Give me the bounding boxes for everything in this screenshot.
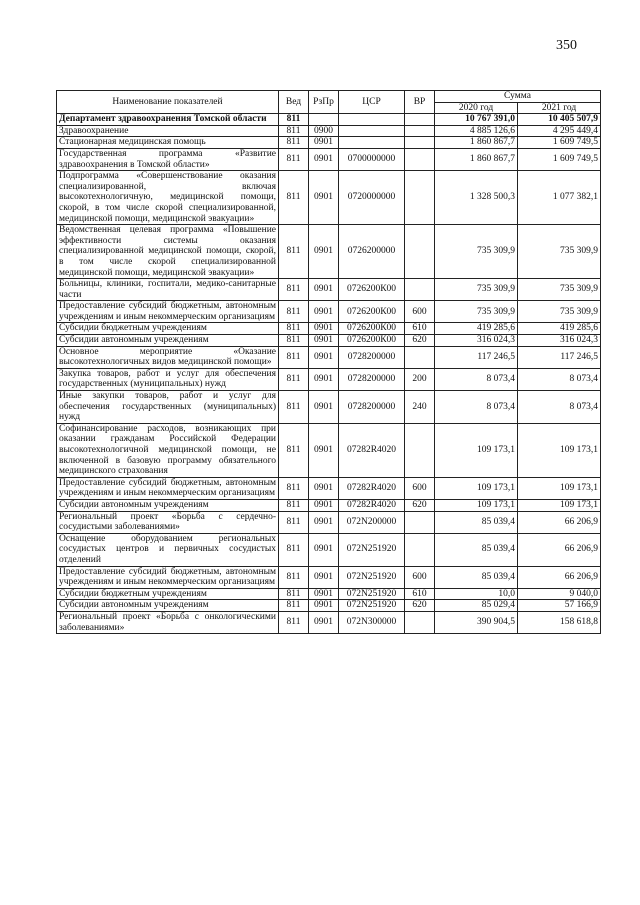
row-csr: 07282R4020	[339, 423, 405, 477]
row-vr: 240	[405, 391, 435, 424]
row-rzpr: 0901	[309, 511, 339, 533]
row-sum-2021: 1 609 749,5	[518, 148, 601, 170]
row-rzpr: 0901	[309, 346, 339, 368]
row-csr: 0726200К00	[339, 335, 405, 347]
table-row	[57, 368, 601, 390]
row-name: Предоставление субсидий бюджетным, автономным учреждениям и иным некоммерческим организациям	[57, 566, 279, 588]
row-sum-2020: 10 767 391,0	[435, 114, 518, 126]
table-row	[57, 125, 601, 137]
table-row	[57, 114, 601, 126]
row-vr	[405, 225, 435, 279]
row-sum-2021: 8 073,4	[518, 368, 601, 390]
table-row	[57, 225, 601, 279]
row-vr	[405, 423, 435, 477]
table-row	[57, 335, 601, 347]
row-name: Субсидии автономным учреждениям	[57, 335, 279, 347]
row-ved: 811	[279, 511, 309, 533]
row-rzpr: 0901	[309, 137, 339, 149]
row-csr: 0728200000	[339, 368, 405, 390]
row-sum-2020: 1 860 867,7	[435, 137, 518, 149]
row-ved: 811	[279, 225, 309, 279]
row-vr	[405, 511, 435, 533]
row-vr	[405, 125, 435, 137]
table-row	[57, 148, 601, 170]
row-vr: 610	[405, 323, 435, 335]
row-rzpr: 0901	[309, 588, 339, 600]
row-name: Государственная программа «Развитие здравоохранения в Томской области»	[57, 148, 279, 170]
row-ved: 811	[279, 171, 309, 225]
row-sum-2020: 419 285,6	[435, 323, 518, 335]
row-name: Департамент здравоохранения Томской области	[57, 114, 279, 126]
row-csr: 072N251920	[339, 533, 405, 566]
row-vr: 620	[405, 499, 435, 511]
row-ved: 811	[279, 368, 309, 390]
row-name: Оснащение оборудованием региональных сосудистых центров и первичных сосудистых отделений	[57, 533, 279, 566]
header-rzpr: РзПр	[309, 91, 339, 114]
row-csr: 0728200000	[339, 346, 405, 368]
row-ved: 811	[279, 346, 309, 368]
table-row	[57, 533, 601, 566]
row-ved: 811	[279, 323, 309, 335]
row-rzpr: 0901	[309, 148, 339, 170]
row-rzpr: 0901	[309, 499, 339, 511]
row-sum-2020: 10,0	[435, 588, 518, 600]
table-row	[57, 600, 601, 612]
row-sum-2021: 117 246,5	[518, 346, 601, 368]
header-name: Наименование показателей	[57, 91, 279, 114]
row-csr: 0726200К00	[339, 301, 405, 323]
row-ved: 811	[279, 148, 309, 170]
row-ved: 811	[279, 600, 309, 612]
budget-table	[56, 90, 601, 634]
table-row	[57, 477, 601, 499]
row-csr: 0728200000	[339, 391, 405, 424]
row-sum-2021: 57 166,9	[518, 600, 601, 612]
row-sum-2020: 109 173,1	[435, 499, 518, 511]
table-row	[57, 566, 601, 588]
row-ved: 811	[279, 566, 309, 588]
row-sum-2020: 390 904,5	[435, 611, 518, 633]
header-year-2020: 2020 год	[435, 102, 518, 114]
row-name: Региональный проект «Борьба с сердечно-сосудистыми заболеваниями»	[57, 511, 279, 533]
row-csr: 0726200000	[339, 225, 405, 279]
row-vr	[405, 279, 435, 301]
row-csr: 07282R4020	[339, 477, 405, 499]
row-rzpr: 0900	[309, 125, 339, 137]
table-row	[57, 391, 601, 424]
row-name: Больницы, клиники, госпитали, медико-санитарные части	[57, 279, 279, 301]
row-sum-2020: 85 039,4	[435, 511, 518, 533]
row-sum-2021: 1 077 382,1	[518, 171, 601, 225]
row-vr	[405, 114, 435, 126]
table-row	[57, 611, 601, 633]
table-row	[57, 499, 601, 511]
row-sum-2021: 158 618,8	[518, 611, 601, 633]
row-sum-2020: 109 173,1	[435, 423, 518, 477]
table-row	[57, 171, 601, 225]
row-sum-2020: 109 173,1	[435, 477, 518, 499]
table-row	[57, 323, 601, 335]
row-rzpr: 0901	[309, 423, 339, 477]
row-rzpr	[309, 114, 339, 126]
row-name: Субсидии автономным учреждениям	[57, 600, 279, 612]
row-sum-2021: 109 173,1	[518, 423, 601, 477]
row-csr: 072N300000	[339, 611, 405, 633]
row-name: Софинансирование расходов, возникающих при оказании гражданам Российской Федерации высокотехнологичной медицинской помощи, не включенной в базовую программу обязательного медицинского страхования	[57, 423, 279, 477]
row-ved: 811	[279, 137, 309, 149]
row-csr	[339, 114, 405, 126]
row-rzpr: 0901	[309, 600, 339, 612]
row-sum-2021: 419 285,6	[518, 323, 601, 335]
row-ved: 811	[279, 611, 309, 633]
row-ved: 811	[279, 423, 309, 477]
row-csr: 072N251920	[339, 588, 405, 600]
row-rzpr: 0901	[309, 391, 339, 424]
row-csr	[339, 137, 405, 149]
row-name: Предоставление субсидий бюджетным, автономным учреждениям и иным некоммерческим организациям	[57, 301, 279, 323]
row-name: Региональный проект «Борьба с онкологическими заболеваниями»	[57, 611, 279, 633]
row-vr	[405, 171, 435, 225]
row-rzpr: 0901	[309, 335, 339, 347]
page-number: 350	[556, 38, 577, 53]
row-sum-2020: 8 073,4	[435, 391, 518, 424]
row-sum-2021: 316 024,3	[518, 335, 601, 347]
row-rzpr: 0901	[309, 477, 339, 499]
row-ved: 811	[279, 533, 309, 566]
row-vr: 620	[405, 335, 435, 347]
row-rzpr: 0901	[309, 171, 339, 225]
row-rzpr: 0901	[309, 323, 339, 335]
table-body	[57, 114, 601, 634]
row-ved: 811	[279, 335, 309, 347]
row-sum-2020: 117 246,5	[435, 346, 518, 368]
row-sum-2020: 8 073,4	[435, 368, 518, 390]
row-sum-2020: 85 039,4	[435, 533, 518, 566]
row-sum-2021: 1 609 749,5	[518, 137, 601, 149]
table-row	[57, 423, 601, 477]
header-sum: Сумма	[435, 91, 601, 103]
row-ved: 811	[279, 114, 309, 126]
row-sum-2020: 4 885 126,6	[435, 125, 518, 137]
header-ved: Вед	[279, 91, 309, 114]
row-name: Субсидии бюджетным учреждениям	[57, 588, 279, 600]
header-vr: ВР	[405, 91, 435, 114]
row-csr: 07282R4020	[339, 499, 405, 511]
row-vr: 200	[405, 368, 435, 390]
row-sum-2021: 735 309,9	[518, 279, 601, 301]
row-rzpr: 0901	[309, 225, 339, 279]
row-sum-2021: 109 173,1	[518, 499, 601, 511]
row-csr: 072N200000	[339, 511, 405, 533]
row-ved: 811	[279, 499, 309, 511]
row-sum-2020: 735 309,9	[435, 279, 518, 301]
row-sum-2020: 1 328 500,3	[435, 171, 518, 225]
row-sum-2021: 9 040,0	[518, 588, 601, 600]
row-vr: 610	[405, 588, 435, 600]
row-ved: 811	[279, 125, 309, 137]
header-year-2021: 2021 год	[518, 102, 601, 114]
row-sum-2020: 316 024,3	[435, 335, 518, 347]
table-header	[57, 91, 601, 114]
row-sum-2020: 735 309,9	[435, 301, 518, 323]
row-sum-2021: 4 295 449,4	[518, 125, 601, 137]
header-csr: ЦСР	[339, 91, 405, 114]
row-sum-2021: 66 206,9	[518, 511, 601, 533]
table-row	[57, 346, 601, 368]
row-sum-2021: 8 073,4	[518, 391, 601, 424]
row-name: Стационарная медицинская помощь	[57, 137, 279, 149]
row-sum-2021: 66 206,9	[518, 533, 601, 566]
row-vr	[405, 346, 435, 368]
table-row	[57, 588, 601, 600]
row-csr: 072N251920	[339, 566, 405, 588]
row-vr	[405, 137, 435, 149]
row-vr: 600	[405, 301, 435, 323]
row-vr	[405, 148, 435, 170]
row-csr: 0700000000	[339, 148, 405, 170]
row-vr	[405, 611, 435, 633]
row-rzpr: 0901	[309, 566, 339, 588]
table-row	[57, 301, 601, 323]
row-csr: 0720000000	[339, 171, 405, 225]
row-csr: 0726200К00	[339, 323, 405, 335]
row-sum-2021: 735 309,9	[518, 301, 601, 323]
row-vr: 600	[405, 477, 435, 499]
row-rzpr: 0901	[309, 279, 339, 301]
row-sum-2021: 66 206,9	[518, 566, 601, 588]
row-rzpr: 0901	[309, 611, 339, 633]
row-sum-2021: 10 405 507,9	[518, 114, 601, 126]
row-name: Предоставление субсидий бюджетным, автономным учреждениям и иным некоммерческим организациям	[57, 477, 279, 499]
row-rzpr: 0901	[309, 368, 339, 390]
row-ved: 811	[279, 391, 309, 424]
row-name: Иные закупки товаров, работ и услуг для обеспечения государственных (муниципальных) нужд	[57, 391, 279, 424]
row-rzpr: 0901	[309, 301, 339, 323]
row-csr: 0726200К00	[339, 279, 405, 301]
row-name: Подпрограмма «Совершенствование оказания специализированной, включая высокотехнологичную, медицинской помощи, скорой, в том числе скорой специализированной, медицинской помощи, медицинской эвакуации»	[57, 171, 279, 225]
row-name: Основное мероприятие «Оказание высокотехнологичных видов медицинской помощи»	[57, 346, 279, 368]
row-vr: 620	[405, 600, 435, 612]
row-sum-2020: 735 309,9	[435, 225, 518, 279]
table-row	[57, 511, 601, 533]
row-sum-2021: 735 309,9	[518, 225, 601, 279]
table-row	[57, 137, 601, 149]
row-name: Субсидии автономным учреждениям	[57, 499, 279, 511]
table-row	[57, 279, 601, 301]
row-name: Здравоохранение	[57, 125, 279, 137]
row-ved: 811	[279, 477, 309, 499]
row-vr: 600	[405, 566, 435, 588]
row-name: Ведомственная целевая программа «Повышение эффективности системы оказания специализированной медицинской помощи, скорой, в том числе скорой специализированной медицинской помощи, медицинской эвакуации»	[57, 225, 279, 279]
row-sum-2020: 85 039,4	[435, 566, 518, 588]
row-ved: 811	[279, 279, 309, 301]
row-name: Закупка товаров, работ и услуг для обеспечения государственных (муниципальных) нужд	[57, 368, 279, 390]
row-csr	[339, 125, 405, 137]
row-ved: 811	[279, 588, 309, 600]
row-csr: 072N251920	[339, 600, 405, 612]
row-sum-2020: 1 860 867,7	[435, 148, 518, 170]
row-vr	[405, 533, 435, 566]
row-sum-2021: 109 173,1	[518, 477, 601, 499]
row-rzpr: 0901	[309, 533, 339, 566]
row-ved: 811	[279, 301, 309, 323]
row-name: Субсидии бюджетным учреждениям	[57, 323, 279, 335]
row-sum-2020: 85 029,4	[435, 600, 518, 612]
